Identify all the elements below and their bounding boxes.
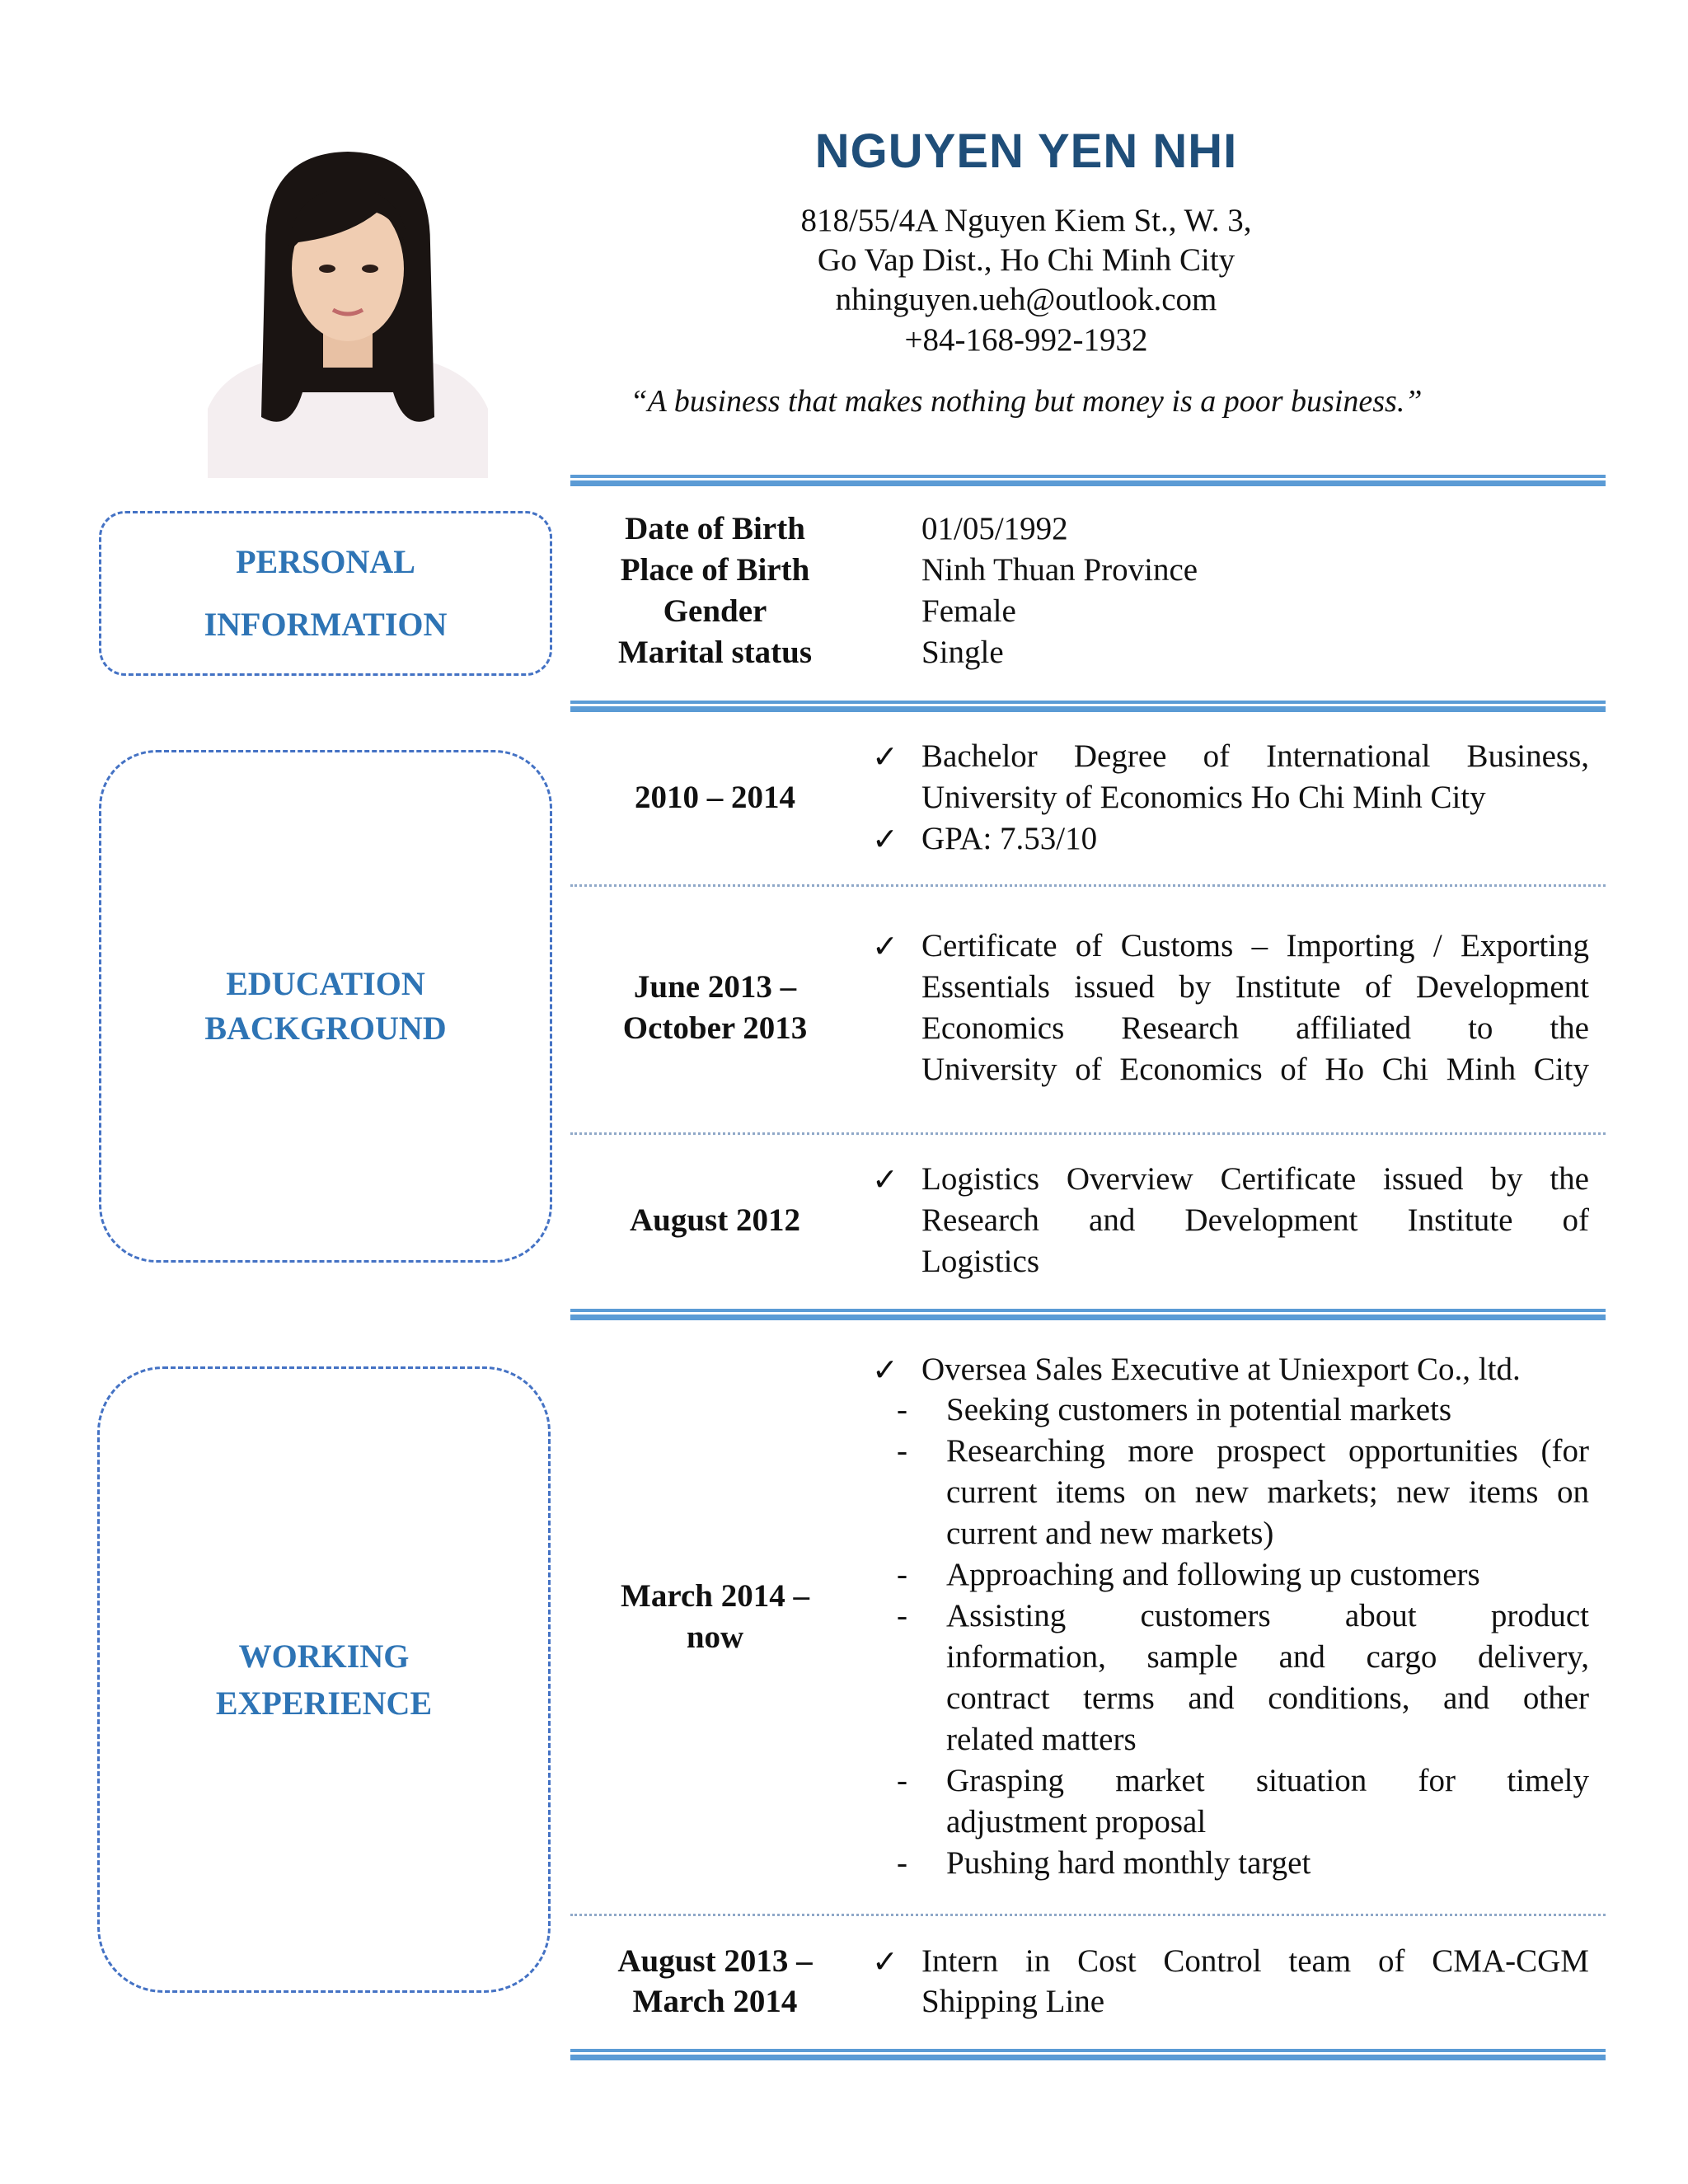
education-line: GPA: 7.53/10 <box>921 821 1098 856</box>
value-marital-status: Single <box>921 635 1004 670</box>
label-date-of-birth: Date of Birth <box>625 511 805 546</box>
check-icon: ✓ <box>872 738 898 775</box>
label-place-of-birth: Place of Birth <box>620 552 810 588</box>
education-line: University of Economics Ho Chi Minh City <box>921 780 1486 815</box>
work-task: Researching more prospect opportunities (for <box>946 1433 1589 1469</box>
phone: +84-168-992-1932 <box>904 322 1148 358</box>
work-task: information, sample and cargo delivery, <box>946 1639 1589 1675</box>
check-icon: ✓ <box>872 1161 898 1197</box>
work-task: adjustment proposal <box>946 1804 1207 1840</box>
work-task: current items on new markets; new items on <box>946 1474 1589 1510</box>
section-education-background <box>99 750 552 1263</box>
work-task: Pushing hard monthly target <box>946 1845 1311 1881</box>
section-title-line: PERSONAL <box>236 543 415 580</box>
work-date: March 2014 <box>632 1984 798 2019</box>
row-divider <box>570 1914 1606 1916</box>
education-line: Logistics Overview Certificate issued by the <box>921 1161 1589 1197</box>
work-task: Grasping market situation for timely <box>946 1763 1589 1798</box>
education-line: Economics Research affiliated to the <box>921 1010 1589 1046</box>
candidate-name: NGUYEN YEN NHI <box>814 124 1238 178</box>
education-line: Research and Development Institute of <box>921 1202 1589 1238</box>
section-title-line: WORKING <box>238 1638 410 1675</box>
work-line: Intern in Cost Control team of CMA-CGM <box>921 1943 1589 1979</box>
education-line: Essentials issued by Institute of Development <box>921 969 1589 1005</box>
education-line: Logistics <box>921 1244 1039 1279</box>
work-task: current and new markets) <box>946 1516 1274 1551</box>
education-line: Bachelor Degree of International Business, <box>921 738 1589 774</box>
work-line: Shipping Line <box>921 1984 1105 2019</box>
check-icon: ✓ <box>872 1943 898 1980</box>
value-gender: Female <box>921 593 1016 629</box>
check-icon: ✓ <box>872 1352 898 1388</box>
dash-bullet: - <box>897 1392 907 1427</box>
section-rule <box>570 2049 1606 2060</box>
education-line: University of Economics of Ho Chi Minh City <box>921 1052 1589 1087</box>
section-title-line: INFORMATION <box>204 606 448 643</box>
education-date: August 2012 <box>630 1202 800 1238</box>
section-rule <box>570 1309 1606 1320</box>
work-title: Oversea Sales Executive at Uniexport Co., ltd. <box>921 1352 1521 1387</box>
section-title-line: BACKGROUND <box>204 1010 447 1047</box>
dash-bullet: - <box>897 1557 907 1592</box>
section-title-line: EXPERIENCE <box>215 1685 433 1722</box>
work-task: related matters <box>946 1722 1137 1757</box>
dash-bullet: - <box>897 1763 907 1798</box>
value-date-of-birth: 01/05/1992 <box>921 511 1068 546</box>
dash-bullet: - <box>897 1433 907 1469</box>
check-icon: ✓ <box>872 821 898 857</box>
label-marital-status: Marital status <box>617 635 813 670</box>
address-line-1: 818/55/4A Nguyen Kiem St., W. 3, <box>800 203 1252 238</box>
row-divider <box>570 884 1606 887</box>
label-gender: Gender <box>663 593 767 629</box>
dash-bullet: - <box>897 1845 907 1881</box>
value-place-of-birth: Ninh Thuan Province <box>921 552 1198 588</box>
work-task: Seeking customers in potential markets <box>946 1392 1452 1427</box>
section-rule <box>570 701 1606 712</box>
row-divider <box>570 1132 1606 1135</box>
education-date: June 2013 – <box>633 969 797 1005</box>
email: nhinguyen.ueh@outlook.com <box>835 282 1217 317</box>
section-title-line: EDUCATION <box>226 965 425 1002</box>
motto-quote: “A business that makes nothing but money is a poor business.” <box>630 384 1423 419</box>
education-date: October 2013 <box>622 1010 808 1046</box>
address-line-2: Go Vap Dist., Ho Chi Minh City <box>817 242 1236 278</box>
section-working-experience <box>97 1366 551 1993</box>
education-date: 2010 – 2014 <box>635 780 795 815</box>
work-date: August 2013 – <box>617 1943 813 1979</box>
check-icon: ✓ <box>872 928 898 964</box>
work-date: now <box>686 1619 744 1655</box>
dash-bullet: - <box>897 1598 907 1633</box>
profile-photo <box>208 145 488 478</box>
work-task: Approaching and following up customers <box>946 1557 1480 1592</box>
work-date: March 2014 – <box>621 1578 809 1614</box>
section-rule <box>570 475 1606 486</box>
work-task: contract terms and conditions, and other <box>946 1680 1589 1716</box>
section-personal-information <box>99 511 552 676</box>
work-task: Assisting customers about product <box>946 1598 1589 1633</box>
education-line: Certificate of Customs – Importing / Exporting <box>921 928 1589 963</box>
